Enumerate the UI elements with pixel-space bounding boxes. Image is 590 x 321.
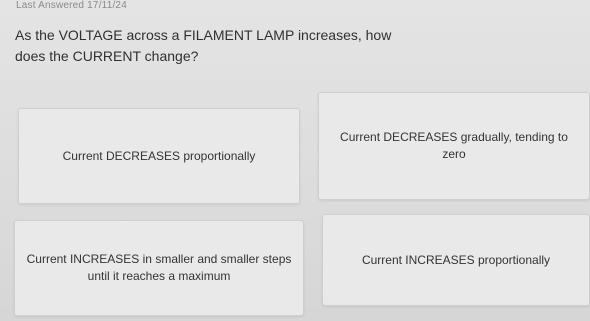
- answer-option-4[interactable]: [322, 214, 590, 306]
- answer-option-3-label: Current INCREASES in smaller and smaller steps until it reaches a maximum: [26, 252, 292, 283]
- answer-option-2-label: Current DECREASES gradually, tending to zero: [340, 130, 568, 161]
- last-answered-label: Last Answered 17/11/24: [16, 0, 127, 11]
- answer-option-1-label: Current DECREASES proportionally: [62, 148, 256, 163]
- question-text: As the VOLTAGE across a FILAMENT LAMP increases, how does the CURRENT change?: [15, 27, 392, 64]
- answer-option-3[interactable]: [14, 220, 304, 316]
- answer-option-1[interactable]: [18, 108, 300, 204]
- answer-option-2[interactable]: [318, 92, 590, 200]
- answer-option-4-label: Current INCREASES proportionally: [361, 252, 551, 267]
